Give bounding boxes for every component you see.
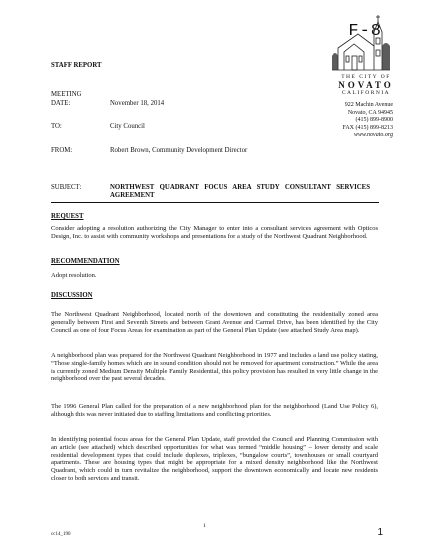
contact-address-2: Novato, CA 94945 <box>347 109 393 116</box>
discussion-paragraph-3: The 1996 General Plan called for the preparation of a new neighborhood plan for the neighborhood (Land Use Policy 6), although this was never initiated due to staffing limitations and conflicting priorities. <box>51 403 378 418</box>
brand-line-1: THE CITY OF <box>341 74 391 80</box>
subject-value: NORTHWEST QUADRANT FOCUS AREA STUDY CONSULTANT SERVICES AGREEMENT <box>110 184 370 199</box>
to-value: City Council <box>110 123 145 130</box>
brand-line-3: CALIFORNIA <box>341 90 391 96</box>
from-label: FROM: <box>51 147 73 154</box>
contact-fax: FAX (415) 899-8213 <box>342 124 393 131</box>
date-value: November 18, 2014 <box>110 100 165 107</box>
footer-code: cc14_190 <box>51 532 71 537</box>
to-label: TO: <box>51 123 62 130</box>
discussion-heading: DISCUSSION <box>51 292 93 299</box>
from-value: Robert Brown, Community Development Director <box>110 147 248 154</box>
city-brand <box>330 74 402 96</box>
header-divider <box>51 202 379 203</box>
city-hall-logo <box>330 12 392 72</box>
date-label: DATE: <box>51 100 71 107</box>
request-text: Consider adopting a resolution authorizing the City Manager to enter into a consultant services agreement with Opticos Design, Inc. to assist with community workshops and presentations for a study of the Northwest Quadrant Neighborhood. <box>51 225 378 240</box>
recommendation-text: Adopt resolution. <box>51 272 97 279</box>
contact-block <box>342 102 393 140</box>
footer-page-number: 1 <box>377 527 383 538</box>
request-heading: REQUEST <box>51 213 84 220</box>
contact-phone: (415) 899-8900 <box>355 117 393 123</box>
discussion-paragraph-1: The Northwest Quadrant Neighborhood, located north of the downtown and constituting the residentially zoned area generally between First and Seventh Streets and between Grant Avenue and Carmel Drive, has been identified by the City Council as one of four Focus Areas for examination as part of the General Plan Update (see attached Study Area map). <box>51 311 378 334</box>
footer-page-small: 1 <box>203 523 206 529</box>
discussion-paragraph-2: A neighborhood plan was prepared for the Northwest Quadrant Neighborhood in 1977 and includes a land use policy stating, “Those single-family homes which are in sound condition should not be removed for apartment construction.” While the area is currently zoned Medium Density Multiple Family Residential, this policy provision has resulted in very little change in the neighborhood over the past several decades. <box>51 352 378 383</box>
brand-line-2: NOVATO <box>338 80 394 90</box>
contact-web-link[interactable]: www.novato.org <box>353 132 393 138</box>
discussion-paragraph-4: In identifying potential focus areas for the General Plan Update, staff provided the Council and Planning Commission with an article (see attached) which described opportunities for what was termed “middle housing” – lower density and scale residential development types that could include duplexes, triplexes, “bungalow courts”, townhouses or small courtyard apartments. These are housing types that might be appropriate for a mixed density neighborhood like the Northwest Quadrant, which could in turn revitalize the neighborhood, support the downtown economically and locate new residents closer to both services and transit. <box>51 436 378 482</box>
report-title: STAFF REPORT <box>51 62 102 69</box>
contact-address-1: 922 Machin Avenue <box>344 102 393 108</box>
recommendation-heading: RECOMMENDATION <box>51 258 120 265</box>
meeting-label: MEETING <box>51 91 82 98</box>
page-label: F-8 <box>348 22 382 41</box>
subject-label: SUBJECT: <box>51 184 82 191</box>
